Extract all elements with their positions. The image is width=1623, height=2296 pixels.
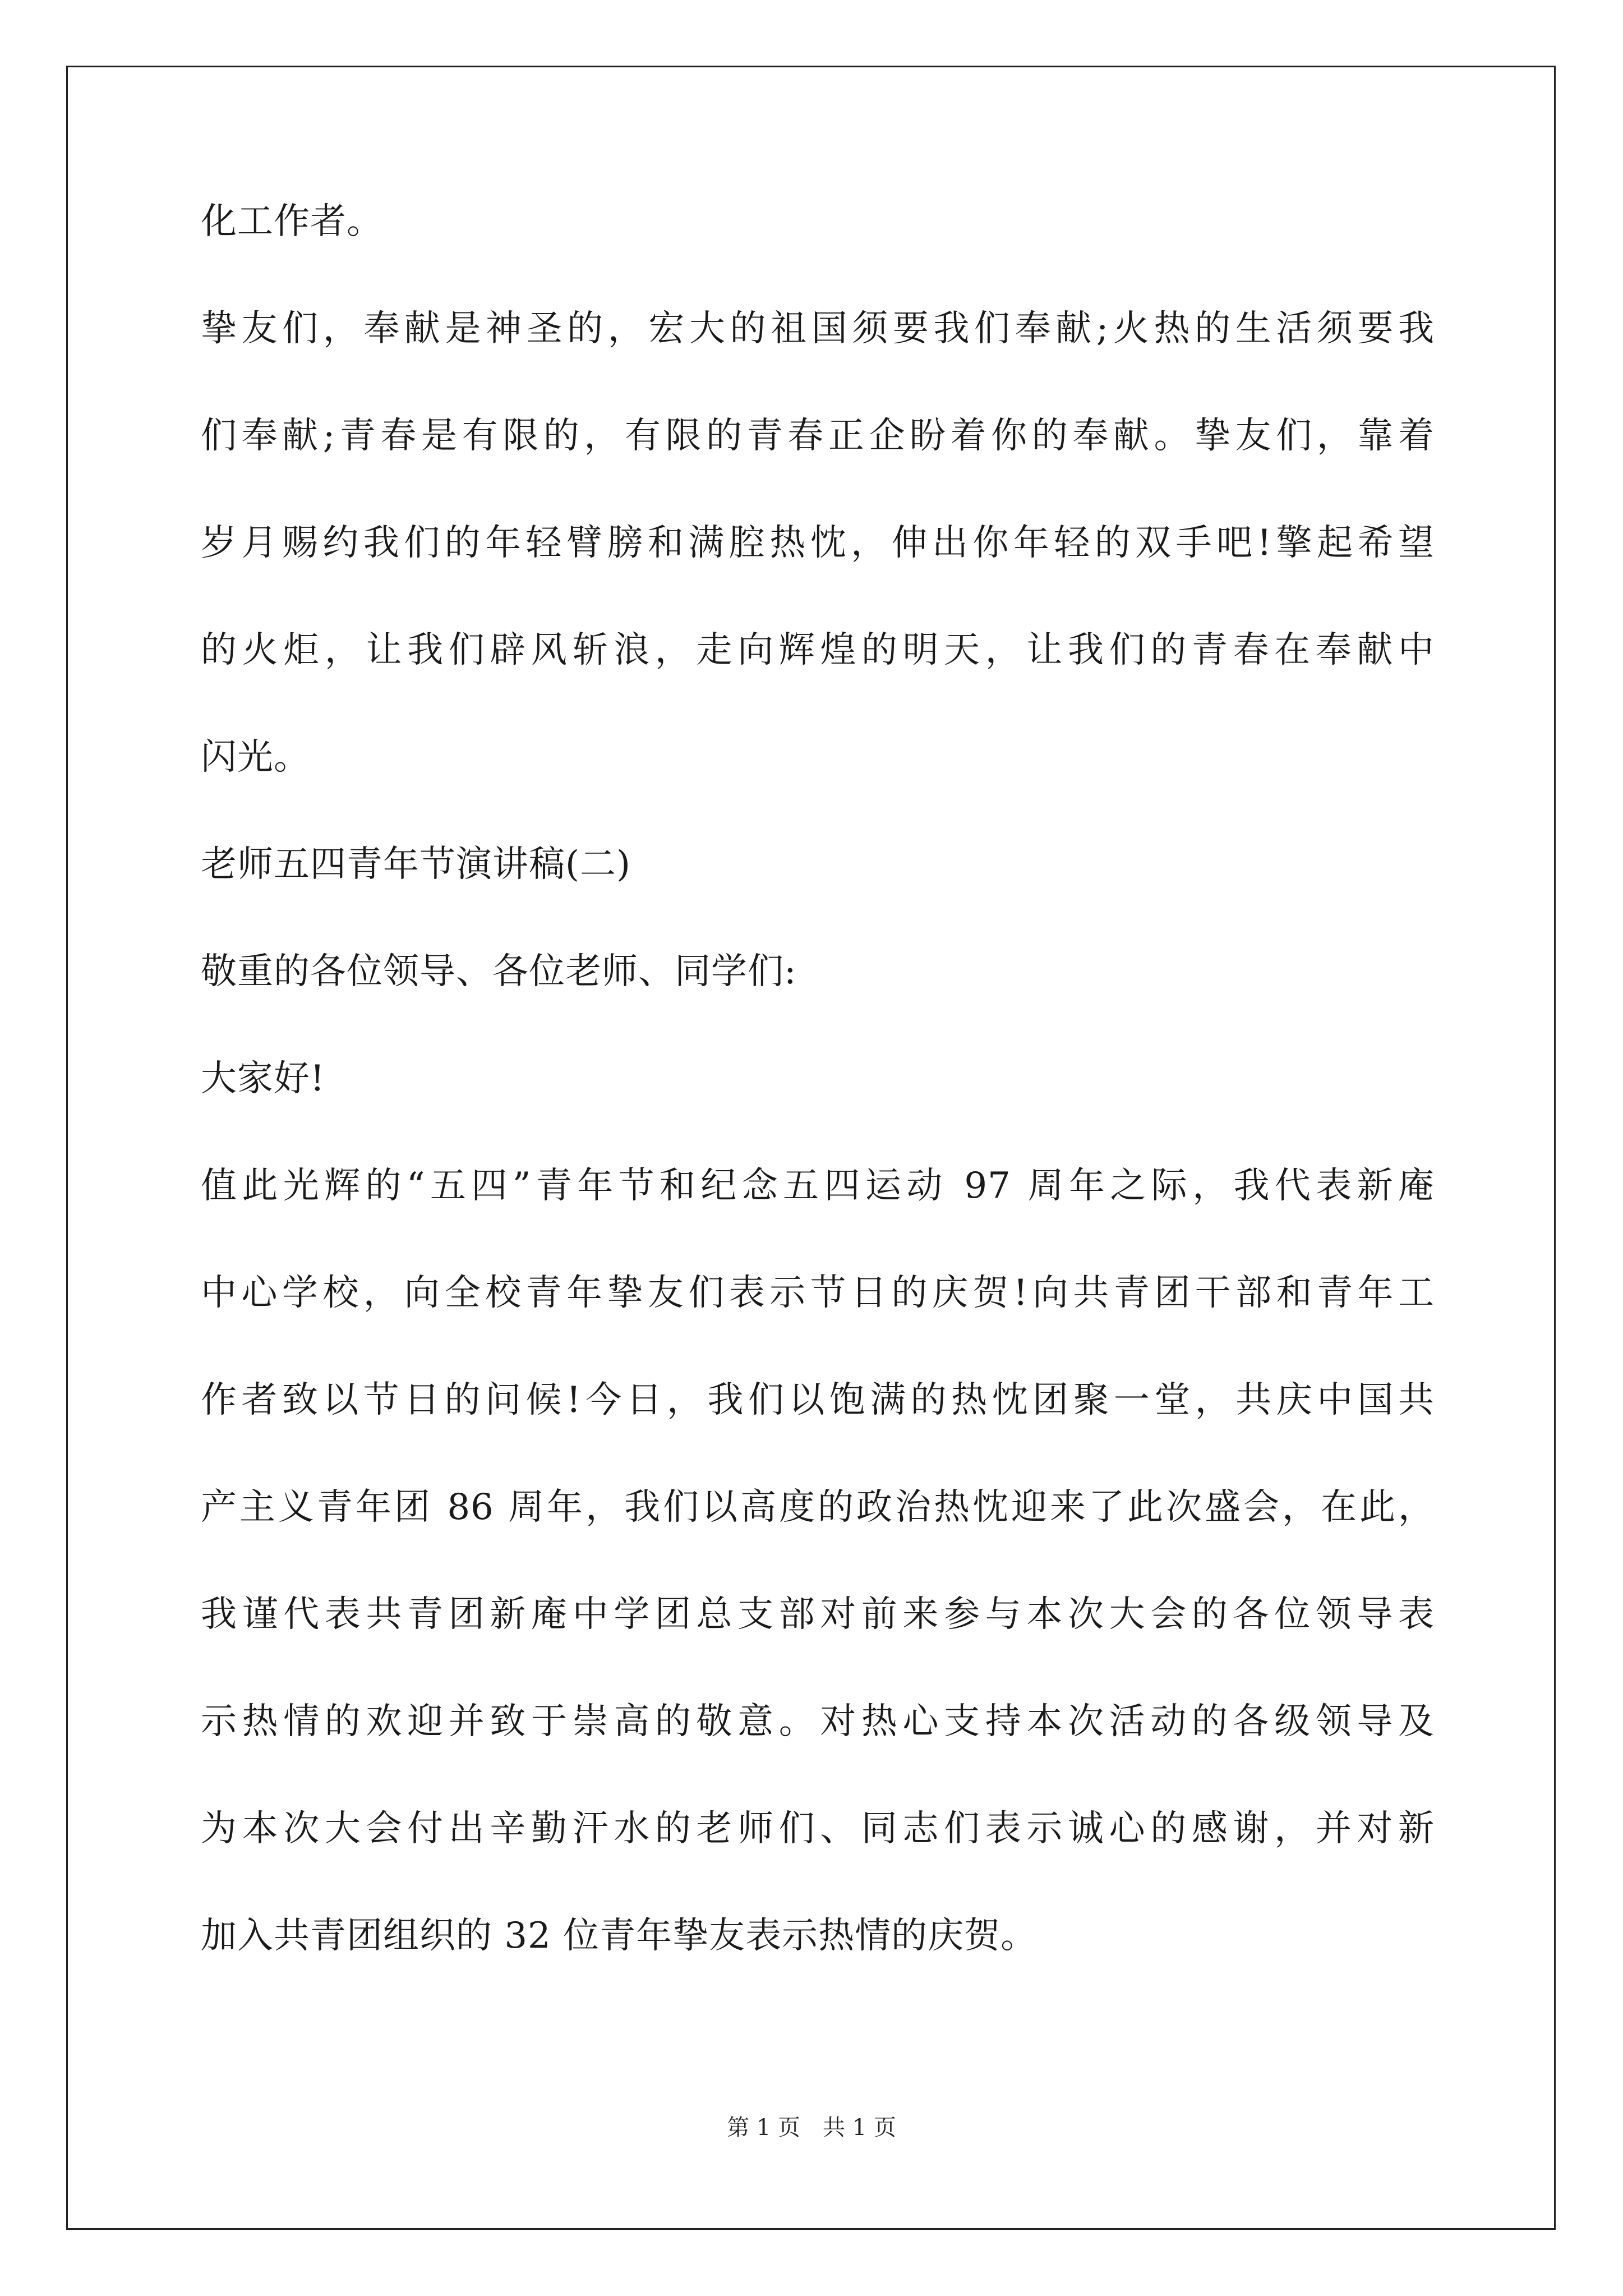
text-line: 岁月赐约我们的年轻臂膀和满腔热忱，伸出你年轻的双手吧!擎起希望 [201, 522, 1435, 564]
text-line: 示热情的欢迎并致于崇高的敬意。对热心支持本次活动的各级领导及 [201, 1701, 1435, 1742]
text-line: 化工作者。 [201, 201, 383, 242]
page-total: 共 1 页 [823, 2115, 896, 2141]
page-footer [0, 2111, 1623, 2145]
text-line: 闪光。 [201, 737, 310, 778]
document-body [201, 194, 1435, 2015]
text-line: 加入共青团组织的 32 位青年挚友表示热情的庆贺。 [201, 1915, 1038, 1957]
text-line: 产主义青年团 86 周年，我们以高度的政治热忱迎来了此次盛会，在此， [201, 1487, 1435, 1528]
text-line: 作者致以节日的问候!今日，我们以饱满的热忱团聚一堂，共庆中国共 [201, 1379, 1435, 1421]
greeting: 大家好! [201, 1058, 325, 1099]
text-line: 的火炬，让我们辟风斩浪，走向辉煌的明天，让我们的青春在奉献中 [201, 629, 1435, 671]
section-heading: 老师五四青年节演讲稿(二) [201, 844, 631, 885]
text-line: 值此光辉的“五四”青年节和纪念五四运动 97 周年之际，我代表新庵 [201, 1165, 1435, 1207]
salutation: 敬重的各位领导、各位老师、同学们: [201, 951, 797, 992]
text-line: 们奉献;青春是有限的，有限的青春正企盼着你的奉献。挚友们，靠着 [201, 415, 1435, 457]
text-line: 为本次大会付出辛勤汗水的老师们、同志们表示诚心的感谢，并对新 [201, 1808, 1435, 1849]
page-number: 第 1 页 [727, 2115, 800, 2141]
text-line: 挚友们，奉献是神圣的，宏大的祖国须要我们奉献;火热的生活须要我 [201, 308, 1435, 349]
text-line: 我谨代表共青团新庵中学团总支部对前来参与本次大会的各位领导表 [201, 1594, 1435, 1635]
text-line: 中心学校，向全校青年挚友们表示节日的庆贺!向共青团干部和青年工 [201, 1272, 1435, 1314]
